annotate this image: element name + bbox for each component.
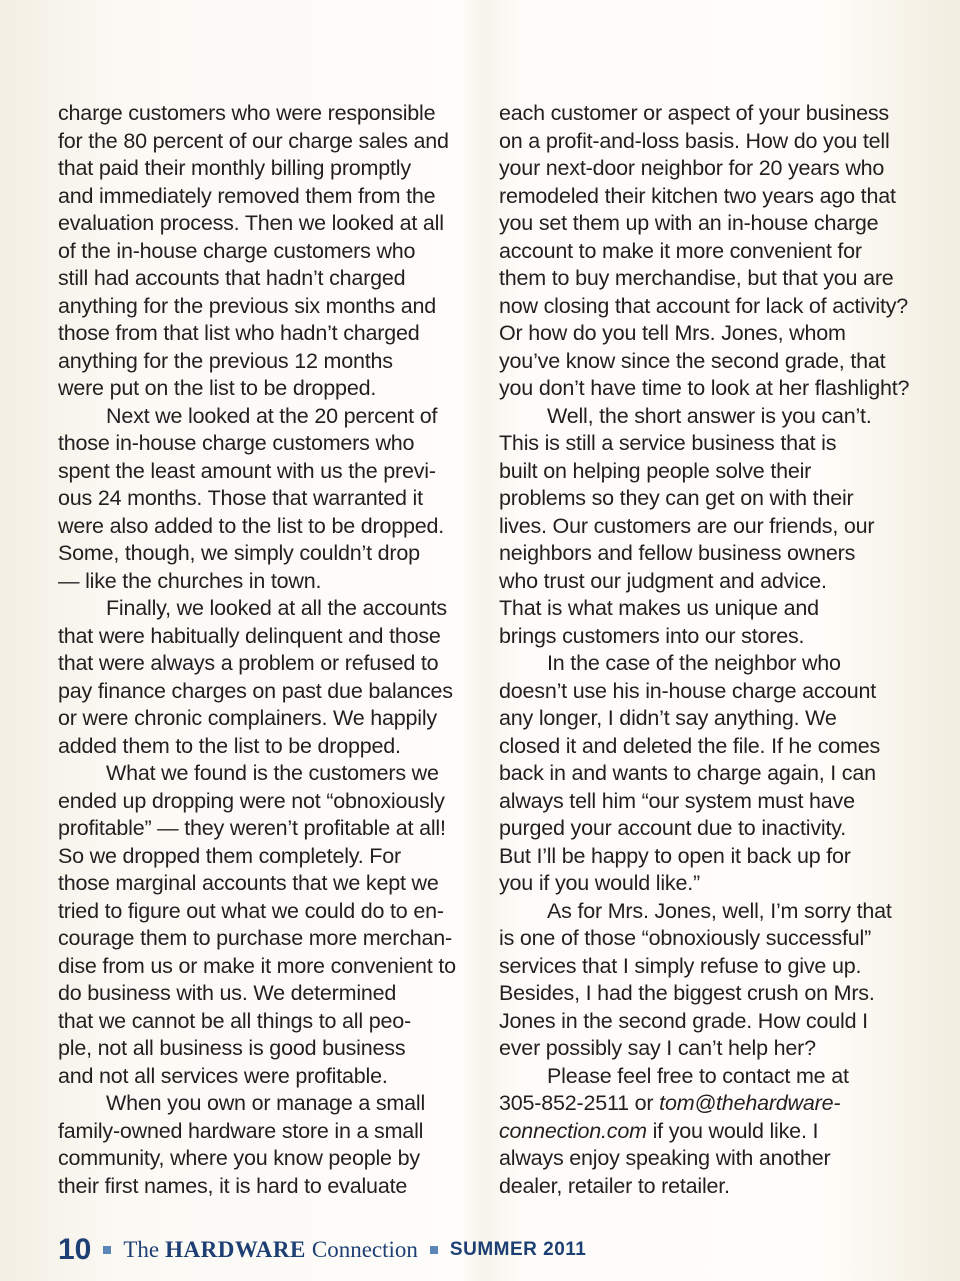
text-line: Besides, I had the biggest crush on Mrs. [499, 981, 875, 1005]
text-line: anything for the previous six months and [58, 293, 437, 318]
square-bullet-icon [103, 1246, 111, 1254]
text-line: added them to the list to be dropped. [58, 733, 401, 758]
text-line: of the in-house charge customers who [58, 238, 416, 263]
text-line: you don’t have time to look at her flashlight? [499, 376, 910, 400]
text-line: you set them up with an in-house charge [499, 211, 879, 235]
text-line: on a profit-and-loss basis. How do you tell [499, 128, 890, 153]
text-line: pay finance charges on past due balances [58, 678, 453, 703]
text-line: Or how do you tell Mrs. Jones, whom [499, 321, 846, 345]
text-line: ever possibly say I can’t help her? [499, 1036, 816, 1060]
text-line: that paid their monthly billing promptly [58, 156, 411, 180]
contact-line-phone [499, 1090, 919, 1118]
text-line: now closing that account for lack of activity? [499, 293, 909, 318]
text-line: that we cannot be all things to all peo- [58, 1008, 411, 1033]
text-line: community, where you know people by [58, 1146, 420, 1170]
text-line: always tell him “our system must have [499, 788, 855, 813]
text-line: Please feel free to contact me at [547, 1063, 849, 1088]
text-line: When you own or manage a small [106, 1091, 426, 1115]
text-line: What we found is the customers we [106, 761, 439, 785]
text-line: is one of those “obnoxiously successful” [499, 926, 872, 950]
text-line: Next we looked at the 20 percent of [106, 403, 438, 428]
text-line: closed it and deleted the file. If he comes [499, 733, 881, 758]
magazine-title-connection: Connection [311, 1237, 418, 1262]
right-column [499, 100, 919, 1200]
contact-phone: 305-852-2511 or [499, 1091, 660, 1115]
contact-line-email [499, 1118, 919, 1146]
text-line: charge customers who were responsible [58, 101, 436, 125]
text-line: tried to figure out what we could do to en- [58, 898, 444, 923]
text-line: — like the churches in town. [58, 568, 322, 593]
text-line: ous 24 months. Those that warranted it [58, 486, 423, 510]
page-footer [58, 1233, 586, 1267]
text-line: As for Mrs. Jones, well, I’m sorry that [547, 898, 892, 923]
text-line: you’ve know since the second grade, that [499, 348, 886, 373]
text-line: ended up dropping were not “obnoxiously [58, 788, 445, 813]
text-line: those in-house charge customers who [58, 431, 415, 455]
text-line: Well, the short answer is you can’t. [547, 403, 872, 428]
text-line: or were chronic complainers. We happily [58, 706, 437, 730]
issue-date: SUMMER 2011 [449, 1239, 587, 1260]
text-line: dise from us or make it more convenient to [58, 953, 456, 978]
text-line: profitable” — they weren’t profitable at all! [58, 816, 446, 840]
text-line: Finally, we looked at all the accounts [106, 596, 447, 620]
contact-email-part1[interactable]: tom@thehardware- [659, 1091, 841, 1115]
text-line: any longer, I didn’t say anything. We [499, 706, 837, 730]
closing-line: always enjoy speaking with another [499, 1146, 831, 1170]
text-line: anything for the previous 12 months [58, 348, 393, 373]
text-line: still had accounts that hadn’t charged [58, 266, 406, 290]
text-line: remodeled their kitchen two years ago that [499, 183, 896, 208]
text-line: This is still a service business that is [499, 431, 837, 455]
text-line: your next-door neighbor for 20 years who [499, 156, 885, 180]
text-line: those marginal accounts that we kept we [58, 871, 439, 895]
text-line: Jones in the second grade. How could I [499, 1008, 868, 1033]
text-line: Some, though, we simply couldn’t drop [58, 541, 420, 565]
right-column-body [499, 100, 919, 1090]
text-line: that were always a problem or refused to [58, 651, 439, 675]
closing-line: dealer, retailer to retailer. [499, 1173, 730, 1198]
text-line: In the case of the neighbor who [547, 651, 841, 675]
text-line: That is what makes us unique and [499, 596, 819, 620]
text-line: spent the least amount with us the previ- [58, 458, 436, 483]
text-line: evaluation process. Then we looked at all [58, 211, 444, 235]
text-line: who trust our judgment and advice. [499, 568, 827, 593]
text-line: neighbors and fellow business owners [499, 541, 856, 565]
text-line: were put on the list to be dropped. [58, 376, 377, 400]
text-line: built on helping people solve their [499, 458, 812, 483]
text-line: and not all services were profitable. [58, 1063, 388, 1088]
page-number: 10 [58, 1233, 92, 1266]
text-line: you if you would like.” [499, 871, 700, 895]
text-line: were also added to the list to be dropped. [58, 513, 445, 538]
text-line: that were habitually delinquent and those [58, 623, 441, 648]
text-line: So we dropped them completely. For [58, 843, 401, 868]
text-line: purged your account due to inactivity. [499, 816, 846, 840]
text-line: But I’ll be happy to open it back up for [499, 843, 851, 868]
text-line: lives. Our customers are our friends, our [499, 513, 875, 538]
text-line: their first names, it is hard to evaluate [58, 1173, 408, 1198]
text-line: brings customers into our stores. [499, 623, 805, 648]
magazine-title-the: The [123, 1237, 160, 1262]
text-line: those from that list who hadn’t charged [58, 321, 420, 345]
left-column [58, 100, 468, 1200]
text-line: for the 80 percent of our charge sales and [58, 128, 449, 153]
contact-email-part2[interactable]: connection.com [499, 1118, 647, 1143]
text-line: back in and wants to charge again, I can [499, 761, 876, 785]
text-line: do business with us. We determined [58, 981, 397, 1005]
magazine-title-hardware: HARDWARE [165, 1237, 306, 1262]
text-line: account to make it more convenient for [499, 238, 862, 263]
square-bullet-icon [430, 1246, 438, 1254]
text-line: problems so they can get on with their [499, 486, 854, 510]
text-line: services that I simply refuse to give up. [499, 953, 862, 978]
text-line: family-owned hardware store in a small [58, 1118, 424, 1143]
text-line: each customer or aspect of your business [499, 101, 889, 125]
text-line: ple, not all business is good business [58, 1036, 406, 1060]
text-line: courage them to purchase more merchan- [58, 926, 452, 950]
text-line: and immediately removed them from the [58, 183, 436, 208]
text-line: them to buy merchandise, but that you are [499, 266, 894, 290]
contact-after-email: if you would like. I [646, 1118, 819, 1143]
text-line: doesn’t use his in-house charge account [499, 678, 877, 703]
